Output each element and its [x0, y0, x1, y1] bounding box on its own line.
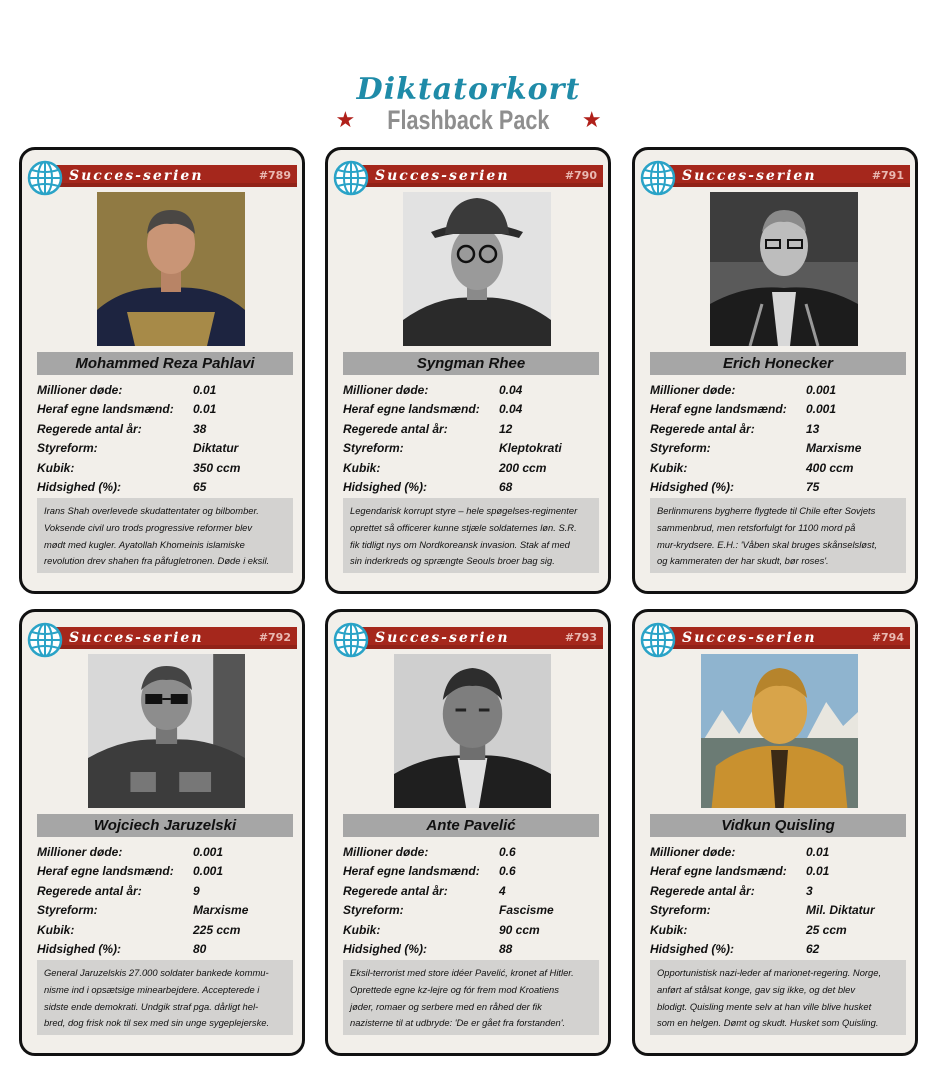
stat-label: Hidsighed (%): [343, 479, 427, 494]
card-description [650, 498, 906, 573]
card-header [27, 160, 297, 194]
stat-label: Heraf egne landsmænd: [650, 402, 787, 417]
card-description [650, 960, 906, 1035]
stat-label: Millioner døde: [37, 845, 123, 859]
stat-value: 90 ccm [499, 922, 540, 937]
stat-label: Styreform: [650, 903, 711, 918]
globe-icon [640, 160, 676, 196]
stat-row-cubic [650, 921, 906, 940]
stat-row-own [37, 862, 293, 881]
desc-line: mur-krydsere. E.H.: 'Våben skal bruges skånselsløst, [657, 538, 877, 550]
card-header [333, 160, 603, 194]
card-description [343, 960, 599, 1035]
stat-label: Hidsighed (%): [650, 479, 734, 494]
stat-row-cubic [343, 921, 599, 940]
stat-value: 0.01 [806, 864, 830, 879]
stat-row-own [37, 400, 293, 419]
series-label: Succes-serien [69, 630, 204, 646]
stat-row-years [37, 420, 293, 439]
desc-line: bred, dog frisk nok til sex med sin unge sygeplejerske. [44, 1017, 270, 1029]
stat-value: 13 [806, 421, 820, 436]
stat-label: Heraf egne landsmænd: [343, 864, 480, 879]
stats-table [37, 381, 293, 497]
card-header [333, 622, 603, 656]
dictator-card[interactable] [325, 609, 611, 1056]
portrait-photo [394, 654, 551, 808]
globe-icon [640, 622, 676, 658]
stat-value: 200 ccm [499, 460, 547, 475]
series-label: Succes-serien [375, 630, 510, 646]
series-banner [658, 165, 910, 187]
stat-value: 0.6 [499, 864, 516, 879]
stat-row-years [650, 420, 906, 439]
desc-line: Irans Shah overlevede skudattentater og bilbomber. [44, 505, 259, 516]
stat-value: 0.01 [193, 383, 217, 397]
desc-line: Voksende civil uro trods progressive reformer blev [44, 521, 253, 533]
dictator-card[interactable] [632, 609, 918, 1056]
stat-label: Millioner døde: [343, 845, 429, 859]
portrait-photo [88, 654, 245, 808]
card-number: #790 [564, 169, 597, 182]
page-header [0, 72, 937, 136]
desc-line: anført af stålsat konge, gav sig ikke, og det blev [657, 983, 856, 995]
stat-row-temper [650, 940, 906, 959]
desc-line: sin inderkreds og sprængte Seouls broer bag sig. [350, 555, 555, 567]
stat-row-cubic [37, 459, 293, 478]
logo-subtitle-row [0, 104, 937, 136]
dictator-name: Syngman Rhee [343, 352, 599, 375]
stat-row-gov [37, 901, 293, 920]
desc-line: som en helgen. Dømt og skudt. Husket som Quisling. [657, 1017, 879, 1029]
card-description [37, 498, 293, 573]
stat-row-years [343, 420, 599, 439]
stat-value: 12 [499, 421, 513, 436]
stats-table [343, 381, 599, 497]
stat-value: 400 ccm [806, 460, 854, 475]
desc-line: og kammeraten der har skudt, bør roses'. [657, 555, 829, 567]
series-banner [45, 627, 297, 649]
stat-row-years [650, 882, 906, 901]
stat-row-gov [650, 439, 906, 458]
series-banner [658, 627, 910, 649]
stat-row-temper [37, 478, 293, 497]
stat-value: 0.04 [499, 402, 523, 417]
desc-line: Berlinmurens bygherre flygtede til Chile efter Sovjets [657, 505, 876, 516]
stat-label: Hidsighed (%): [650, 941, 734, 956]
logo-title: Diktatorkort [356, 72, 581, 107]
stat-value: Marxisme [806, 441, 862, 456]
stat-row-own [650, 862, 906, 881]
stat-row-own [343, 400, 599, 419]
globe-icon [27, 160, 63, 196]
stat-label: Heraf egne landsmænd: [343, 402, 480, 417]
portrait-photo [701, 654, 858, 808]
card-description [37, 960, 293, 1035]
desc-line: General Jaruzelskis 27.000 soldater bankede kommu- [44, 967, 269, 978]
stat-value: 0.01 [193, 402, 217, 417]
desc-line: fik tidligt nys om Nordkoreansk invasion. Stak af med [350, 538, 570, 550]
stat-label: Regerede antal år: [37, 883, 142, 898]
portrait-photo [97, 192, 245, 346]
stat-row-cubic [650, 459, 906, 478]
stat-value: 88 [499, 941, 513, 956]
stat-label: Kubik: [343, 460, 381, 475]
stat-row-temper [343, 940, 599, 959]
desc-line: mødt med kugler. Ayatollah Khomeinis islamiske [44, 538, 245, 550]
stat-value: 350 ccm [193, 460, 241, 475]
desc-line: Legendarisk korrupt styre – hele spøgelses-regimenter [350, 505, 578, 516]
stat-row-gov [650, 901, 906, 920]
stat-label: Regerede antal år: [343, 421, 448, 436]
stat-row-deaths [650, 843, 906, 862]
stat-value: Diktatur [193, 441, 239, 456]
card-header [27, 622, 297, 656]
stat-value: 80 [193, 941, 207, 956]
stat-label: Styreform: [650, 441, 711, 456]
stat-value: 0.001 [193, 845, 224, 859]
stat-value: 0.001 [193, 864, 224, 879]
card-number: #794 [871, 631, 904, 644]
stat-row-cubic [343, 459, 599, 478]
stat-label: Hidsighed (%): [37, 941, 121, 956]
stat-label: Millioner døde: [650, 845, 736, 859]
desc-line: jøder, romaer og serbere med en råhed der fik [350, 1000, 542, 1012]
stat-label: Regerede antal år: [650, 883, 755, 898]
card-number: #793 [564, 631, 597, 644]
dictator-card[interactable] [632, 147, 918, 594]
desc-line: nisme ind i opsætsige minearbejdere. Accepterede i [44, 983, 260, 995]
series-banner [351, 165, 603, 187]
stat-label: Regerede antal år: [37, 421, 142, 436]
stats-table [650, 381, 906, 497]
stat-value: Kleptokrati [499, 441, 562, 456]
stat-label: Kubik: [650, 922, 688, 937]
stat-value: 65 [193, 479, 207, 494]
card-number: #789 [258, 169, 291, 182]
card-description [343, 498, 599, 573]
stat-label: Heraf egne landsmænd: [650, 864, 787, 879]
desc-line: Oprettede egne kz-lejre og fór frem mod Kroatiens [350, 983, 559, 995]
stat-label: Millioner døde: [37, 383, 123, 397]
card-number: #792 [258, 631, 291, 644]
stat-label: Heraf egne landsmænd: [37, 402, 174, 417]
logo-subtitle: Flashback Pack [387, 104, 550, 135]
stat-value: 9 [193, 883, 200, 898]
stat-label: Styreform: [37, 441, 98, 456]
dictator-name: Mohammed Reza Pahlavi [37, 352, 293, 375]
dictator-card[interactable] [325, 147, 611, 594]
dictator-name: Wojciech Jaruzelski [37, 814, 293, 837]
stat-row-years [343, 882, 599, 901]
stat-value: Mil. Diktatur [806, 903, 875, 918]
stat-row-years [37, 882, 293, 901]
stat-value: 0.01 [806, 845, 830, 859]
stat-value: 62 [806, 941, 820, 956]
stat-row-temper [343, 478, 599, 497]
star-icon: ★ [581, 107, 602, 133]
stat-value: 0.6 [499, 845, 516, 859]
stat-row-deaths [37, 381, 293, 400]
stat-label: Heraf egne landsmænd: [37, 864, 174, 879]
stat-value: 3 [806, 883, 813, 898]
stat-row-gov [343, 901, 599, 920]
series-label: Succes-serien [682, 630, 817, 646]
stat-row-temper [37, 940, 293, 959]
stat-label: Hidsighed (%): [37, 479, 121, 494]
desc-line: Eksil-terrorist med store idéer Pavelić, kronet af Hitler. [350, 967, 574, 978]
stat-label: Styreform: [37, 903, 98, 918]
stat-label: Kubik: [37, 922, 75, 937]
stat-label: Regerede antal år: [343, 883, 448, 898]
stat-row-cubic [37, 921, 293, 940]
card-header [640, 622, 910, 656]
stat-row-deaths [343, 843, 599, 862]
star-icon: ★ [335, 107, 356, 133]
desc-line: sidste ende demokrati. Undgik straf pga. dårligt hel- [44, 1000, 259, 1012]
stats-table [343, 843, 599, 959]
globe-icon [27, 622, 63, 658]
series-banner [351, 627, 603, 649]
desc-line: revolution drev shahen fra påfugletronen. Døde i eksil. [44, 555, 270, 567]
stat-label: Styreform: [343, 441, 404, 456]
stats-table [37, 843, 293, 959]
stat-label: Millioner døde: [650, 383, 736, 397]
stat-value: 4 [499, 883, 506, 898]
stat-label: Regerede antal år: [650, 421, 755, 436]
stat-row-own [650, 400, 906, 419]
stat-label: Kubik: [37, 460, 75, 475]
stat-label: Millioner døde: [343, 383, 429, 397]
series-banner [45, 165, 297, 187]
dictator-name: Vidkun Quisling [650, 814, 906, 837]
stat-label: Hidsighed (%): [343, 941, 427, 956]
card-number: #791 [871, 169, 904, 182]
portrait-photo [710, 192, 858, 346]
stat-value: 25 ccm [806, 922, 847, 937]
stat-value: 0.001 [806, 402, 837, 417]
stat-row-gov [37, 439, 293, 458]
stat-value: Marxisme [193, 903, 249, 918]
dictator-card[interactable] [19, 147, 305, 594]
stats-table [650, 843, 906, 959]
globe-icon [333, 622, 369, 658]
stat-label: Kubik: [343, 922, 381, 937]
stat-row-deaths [650, 381, 906, 400]
desc-line: oprettet så officerer kunne stjæle soldaternes løn. S.R. [350, 521, 577, 533]
stat-row-deaths [343, 381, 599, 400]
stat-value: 225 ccm [193, 922, 241, 937]
desc-line: sammenbrud, men retsforfulgt for 1100 mord på [657, 521, 856, 533]
dictator-name: Erich Honecker [650, 352, 906, 375]
card-header [640, 160, 910, 194]
desc-line: blodigt. Quisling mente selv at han ville blive husket [657, 1000, 872, 1012]
desc-line: nazisterne til at udbryde: 'De er gået fra forstanden'. [350, 1017, 566, 1029]
stat-value: 0.04 [499, 383, 523, 397]
stat-row-gov [343, 439, 599, 458]
series-label: Succes-serien [375, 168, 510, 184]
stat-value: 68 [499, 479, 513, 494]
desc-line: Opportunistisk nazi-leder af marionet-regering. Norge, [657, 967, 882, 978]
stat-row-temper [650, 478, 906, 497]
stat-row-own [343, 862, 599, 881]
globe-icon [333, 160, 369, 196]
series-label: Succes-serien [682, 168, 817, 184]
series-label: Succes-serien [69, 168, 204, 184]
stat-label: Kubik: [650, 460, 688, 475]
stat-value: 0.001 [806, 383, 837, 397]
dictator-name: Ante Pavelić [343, 814, 599, 837]
stat-row-deaths [37, 843, 293, 862]
stat-value: Fascisme [499, 903, 554, 918]
portrait-photo [403, 192, 551, 346]
dictator-card[interactable] [19, 609, 305, 1056]
stat-value: 38 [193, 421, 207, 436]
stat-value: 75 [806, 479, 820, 494]
stat-label: Styreform: [343, 903, 404, 918]
